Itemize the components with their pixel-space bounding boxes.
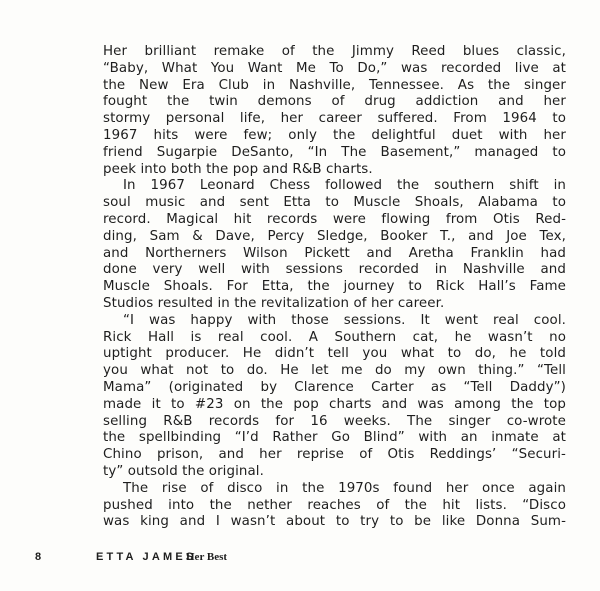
text-line: done very well with sessions recorded in Nashville and [103, 262, 566, 278]
footer-subtitle: Her Best [186, 551, 228, 563]
text-line: Muscle Shoals. For Etta, the journey to Rick Hall’s Fame [103, 279, 566, 295]
text-line: uptight producer. He didn’t tell you what to do, he told [103, 346, 566, 362]
text-line: Mama” (originated by Clarence Carter as “Tell Daddy”) [103, 379, 566, 395]
body-text [103, 44, 566, 531]
text-line: In 1967 Leonard Chess followed the southern shift in [123, 178, 566, 194]
text-line: and Northerners Wilson Pickett and Aretha Franklin had [103, 245, 566, 261]
text-line: Her brilliant remake of the Jimmy Reed blues classic, [103, 44, 566, 59]
text-line: ding, Sam & Dave, Percy Sledge, Booker T., and Joe Tex, [103, 228, 566, 244]
text-line: Studios resulted in the revitalization of her career. [103, 295, 445, 311]
paragraph [103, 178, 566, 312]
footer-title: ETTA JAMES [96, 551, 197, 563]
text-line: friend Sugarpie DeSanto, “In The Basement,” managed to [103, 144, 566, 160]
text-line: 1967 hits were few; only the delightful duet with her [103, 127, 566, 143]
text-line: peek into both the pop and R&B charts. [103, 161, 373, 177]
text-line: you what not to do. He let me do my own thing.” “Tell [103, 363, 566, 379]
page-number: 8 [35, 551, 42, 563]
text-line: made it to #23 on the pop charts and was among the top [103, 396, 566, 412]
text-line: Chino prison, and her reprise of Otis Reddings’ “Securi- [103, 447, 566, 463]
paragraph [103, 44, 566, 178]
text-line: fought the twin demons of drug addiction and her [103, 94, 566, 110]
text-line: ty” outsold the original. [103, 463, 264, 479]
text-line: selling R&B records for 16 weeks. The singer co-wrote [103, 413, 566, 429]
text-line: the spellbinding “I’d Rather Go Blind” with an inmate at [103, 430, 566, 446]
page-footer [0, 551, 600, 571]
text-line: soul music and sent Etta to Muscle Shoals, Alabama to [103, 195, 566, 211]
text-line: the New Era Club in Nashville, Tennessee. As the singer [103, 77, 566, 93]
text-line: The rise of disco in the 1970s found her once again [123, 480, 566, 496]
text-line: pushed into the nether reaches of the hit lists. “Disco [103, 497, 566, 513]
text-line: “I was happy with those sessions. It went real cool. [123, 312, 566, 328]
text-line: stormy personal life, her career suffered. From 1964 to [103, 111, 566, 127]
text-line: was king and I wasn’t about to try to be like Donna Sum- [103, 514, 566, 530]
text-line: Rick Hall is real cool. A Southern cat, he wasn’t no [103, 329, 566, 345]
paragraph [103, 313, 566, 481]
text-line: record. Magical hit records were flowing from Otis Red- [103, 211, 566, 227]
paragraph [103, 481, 566, 531]
text-line: “Baby, What You Want Me To Do,” was recorded live at [103, 60, 566, 76]
